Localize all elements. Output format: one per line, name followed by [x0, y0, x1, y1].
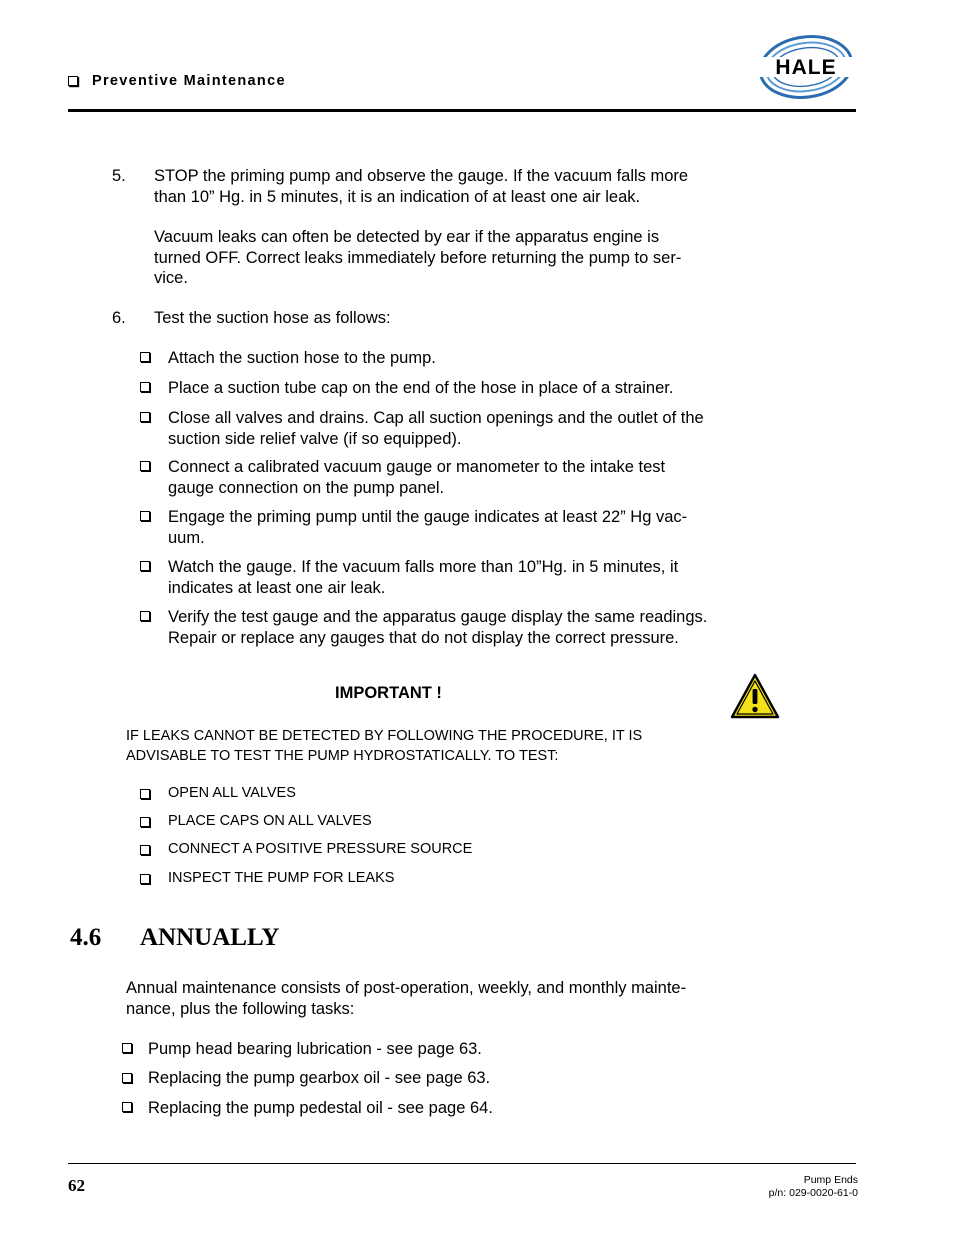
important-text [126, 727, 726, 766]
checkbox-bullet-icon [140, 561, 150, 571]
text-line: gauge connection on the pump panel. [168, 478, 445, 497]
checkbox-bullet-icon [140, 352, 150, 362]
list-item [168, 557, 738, 598]
list-item: OPEN ALL VALVES [168, 785, 296, 801]
checkbox-bullet-icon [140, 874, 150, 884]
part-number: p/n: 029-0020-61-0 [768, 1187, 858, 1199]
list-item: Replacing the pump pedestal oil - see page 64. [148, 1099, 493, 1117]
warning-triangle-icon [729, 672, 781, 720]
list-item: PLACE CAPS ON ALL VALVES [168, 813, 372, 829]
text-line: ADVISABLE TO TEST THE PUMP HYDROSTATICALLY. TO TEST: [126, 747, 559, 764]
text-line: Verify the test gauge and the apparatus gauge display the same readings. [168, 608, 708, 626]
checkbox-bullet-icon [140, 611, 150, 621]
text-line: Annual maintenance consists of post-operation, weekly, and monthly mainte- [126, 979, 687, 997]
text-line: IF LEAKS CANNOT BE DETECTED BY FOLLOWING THE PROCEDURE, IT IS [126, 728, 643, 744]
section-number: 4.6 [70, 924, 102, 951]
page-number: 62 [68, 1176, 85, 1195]
checkbox-bullet-icon [140, 511, 150, 521]
checkbox-bullet-icon [140, 789, 150, 799]
section-intro [126, 978, 726, 1019]
checkbox-bullet-icon [122, 1102, 132, 1112]
checkbox-bullet-icon [140, 412, 150, 422]
list-item [168, 457, 738, 498]
footer-rule [68, 1163, 856, 1164]
text-line: Watch the gauge. If the vacuum falls more than 10”Hg. in 5 minutes, it [168, 558, 679, 576]
header-rule [68, 109, 856, 112]
important-title: IMPORTANT ! [335, 684, 442, 702]
list-item: Replacing the pump gearbox oil - see page 63. [148, 1069, 491, 1087]
text-line: than 10” Hg. in 5 minutes, it is an indication of at least one air leak. [154, 187, 641, 206]
section-title: ANNUALLY [140, 924, 280, 951]
text-line: nance, plus the following tasks: [126, 999, 355, 1018]
checkbox-bullet-icon [68, 76, 78, 86]
checkbox-bullet-icon [140, 382, 150, 392]
list-item [168, 348, 738, 369]
text-line: Engage the priming pump until the gauge indicates at least 22” Hg vac- [168, 508, 688, 526]
section-title: Preventive Maintenance [92, 73, 286, 89]
list-item: Pump head bearing lubrication - see page 63. [148, 1040, 482, 1058]
text-line: indicates at least one air leak. [168, 578, 386, 597]
text-line: Attach the suction hose to the pump. [168, 349, 436, 367]
checkbox-bullet-icon [122, 1043, 132, 1053]
logo-text: HALE [775, 56, 837, 79]
text-line: vice. [154, 269, 188, 287]
text-line: Close all valves and drains. Cap all suction openings and the outlet of the [168, 409, 704, 427]
hale-logo [756, 34, 856, 100]
checkbox-bullet-icon [140, 461, 150, 471]
step-5-paragraph-1 [154, 166, 734, 207]
list-item [168, 408, 738, 449]
text-line: Vacuum leaks can often be detected by ear if the apparatus engine is [154, 228, 660, 246]
step-number: 5. [112, 167, 126, 185]
text-line: Place a suction tube cap on the end of the hose in place of a strainer. [168, 379, 674, 397]
step-5-paragraph-2 [154, 227, 734, 289]
step-number: 6. [112, 309, 126, 327]
text-line: STOP the priming pump and observe the gauge. If the vacuum falls more [154, 167, 689, 185]
step-6-intro: Test the suction hose as follows: [154, 309, 391, 327]
section-heading [70, 924, 279, 952]
checkbox-bullet-icon [122, 1073, 132, 1083]
text-line: Connect a calibrated vacuum gauge or manometer to the intake test [168, 458, 666, 476]
checkbox-bullet-icon [140, 817, 150, 827]
checkbox-bullet-icon [140, 845, 150, 855]
list-item [168, 507, 738, 548]
running-header [68, 73, 286, 89]
footer-doc-info [769, 1174, 858, 1200]
list-item [168, 607, 738, 648]
text-line: suction side relief valve (if so equipped). [168, 429, 462, 448]
list-item: INSPECT THE PUMP FOR LEAKS [168, 870, 395, 886]
list-item [168, 378, 738, 399]
text-line: turned OFF. Correct leaks immediately before returning the pump to ser- [154, 248, 682, 267]
text-line: uum. [168, 528, 205, 547]
list-item: CONNECT A POSITIVE PRESSURE SOURCE [168, 841, 473, 857]
text-line: Repair or replace any gauges that do not display the correct pressure. [168, 628, 679, 647]
doc-title: Pump Ends [803, 1174, 858, 1186]
